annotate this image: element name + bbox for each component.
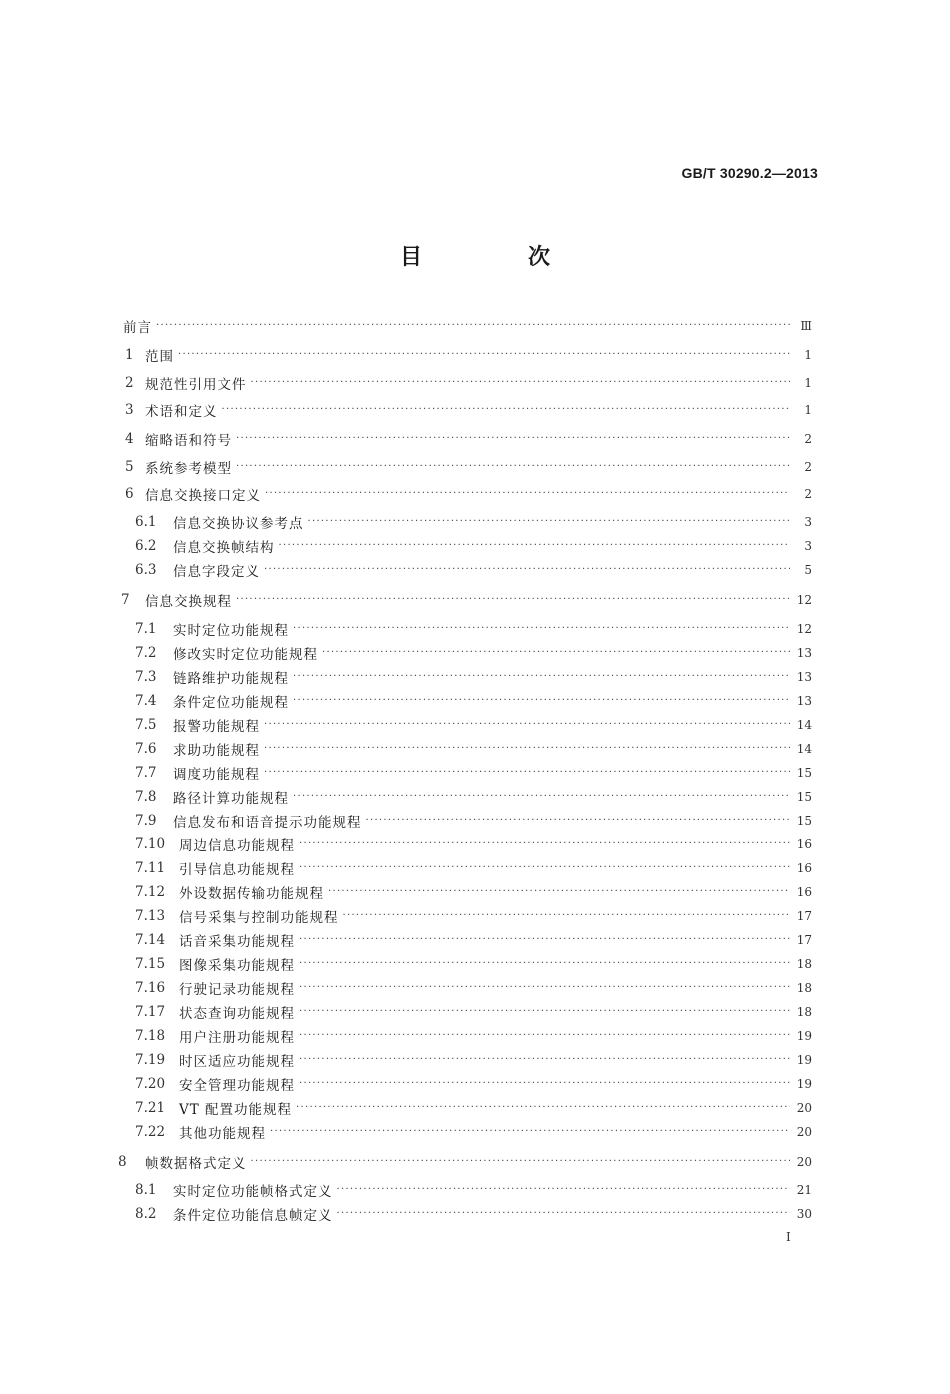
toc-entry[interactable]: [0, 787, 812, 807]
toc-entry-page: 30: [796, 1207, 812, 1221]
toc-dot-leader: [337, 1204, 791, 1224]
toc-entry[interactable]: [0, 906, 812, 926]
toc-entry[interactable]: [0, 1098, 812, 1118]
toc-entry[interactable]: [0, 429, 812, 449]
toc-entry[interactable]: [0, 1204, 812, 1224]
toc-entry-number: 7.2: [135, 645, 157, 661]
toc-entry[interactable]: [0, 930, 812, 950]
toc-dot-leader: [264, 739, 790, 759]
toc-entry[interactable]: [0, 1180, 812, 1200]
toc-entry-label: 信息交换帧结构: [173, 540, 275, 556]
toc-entry-page: 14: [796, 718, 812, 732]
toc-entry-page: 15: [796, 814, 812, 828]
toc-entry-label: 条件定位功能规程: [173, 695, 289, 711]
toc-entry[interactable]: [0, 834, 812, 854]
toc-entry[interactable]: [0, 858, 812, 878]
toc-entry-label: 规范性引用文件: [145, 377, 247, 393]
toc-entry-label: 缩略语和符号: [145, 433, 232, 449]
toc-dot-leader: [251, 373, 791, 393]
toc-entry[interactable]: [0, 1050, 812, 1070]
toc-dot-leader: [236, 590, 790, 610]
toc-dot-leader: [236, 457, 790, 477]
toc-entry-number: 7.19: [135, 1052, 166, 1068]
toc-entry-page: 18: [796, 957, 812, 971]
toc-entry[interactable]: [0, 484, 812, 504]
toc-entry-page: 20: [796, 1125, 812, 1139]
standard-code: GB/T 30290.2—2013: [681, 165, 818, 181]
toc-entry-label: 安全管理功能规程: [179, 1078, 295, 1094]
toc-dot-leader: [343, 906, 791, 926]
toc-entry-number: 3: [125, 402, 134, 418]
toc-dot-leader: [264, 560, 790, 580]
toc-entry-page: 1: [804, 376, 812, 390]
toc-entry-label: 引导信息功能规程: [179, 862, 295, 878]
toc-entry-label: 信号采集与控制功能规程: [179, 910, 339, 926]
toc-dot-leader: [270, 1122, 790, 1142]
toc-entry-number: 7.13: [135, 908, 166, 924]
toc-entry-number: 6.2: [135, 538, 157, 554]
toc-entry-page: 18: [796, 981, 812, 995]
toc-entry-label: 修改实时定位功能规程: [173, 647, 318, 663]
toc-entry-label: 链路维护功能规程: [173, 671, 289, 687]
toc-entry[interactable]: [0, 536, 812, 556]
toc-dot-leader: [299, 930, 790, 950]
toc-entry[interactable]: [0, 619, 812, 639]
toc-entry-label: 用户注册功能规程: [179, 1030, 295, 1046]
toc-entry-label: 外设数据传输功能规程: [179, 886, 324, 902]
toc-entry-page: 13: [796, 646, 812, 660]
toc-dot-leader: [299, 978, 790, 998]
toc-dot-leader: [328, 882, 790, 902]
toc-entry-page: 2: [804, 487, 812, 501]
toc-entry-page: 16: [796, 885, 812, 899]
toc-entry[interactable]: [0, 715, 812, 735]
toc-entry[interactable]: [0, 512, 812, 532]
toc-entry-number: 7.15: [135, 956, 166, 972]
toc-dot-leader: [337, 1180, 791, 1200]
toc-entry-number: 7.4: [135, 693, 157, 709]
toc-entry-page: 20: [796, 1155, 812, 1169]
toc-entry-page: 15: [796, 766, 812, 780]
toc-dot-leader: [265, 484, 790, 504]
toc-dot-leader: [293, 667, 790, 687]
toc-entry[interactable]: [0, 811, 812, 831]
toc-entry-label: 信息字段定义: [173, 564, 260, 580]
toc-entry-label: 其他功能规程: [179, 1126, 266, 1142]
toc-entry-page: 13: [796, 694, 812, 708]
toc-dot-leader: [299, 1050, 790, 1070]
toc-dot-leader: [299, 834, 790, 854]
toc-entry-number: 6: [125, 486, 134, 502]
toc-entry[interactable]: [0, 978, 812, 998]
toc-entry-page: 2: [804, 432, 812, 446]
toc-entry-page: 21: [796, 1183, 812, 1197]
toc-entry-page: 12: [796, 622, 812, 636]
toc-entry-number: 7.18: [135, 1028, 166, 1044]
page-number: I: [786, 1230, 791, 1244]
toc-entry[interactable]: [0, 739, 812, 759]
page-title: 目 次: [399, 245, 592, 270]
toc-entry-page: 12: [796, 593, 812, 607]
toc-entry-number: 1: [125, 347, 134, 363]
toc-entry-number: 7.10: [135, 836, 166, 852]
toc-entry-number: 7.8: [135, 789, 157, 805]
toc-dot-leader: [293, 787, 790, 807]
toc-entry-label: 前言: [123, 320, 152, 336]
toc-entry-label: 术语和定义: [145, 404, 218, 420]
toc-entry-number: 6.1: [135, 514, 157, 530]
toc-entry-number: 7.17: [135, 1004, 166, 1020]
toc-entry-label: 条件定位功能信息帧定义: [173, 1208, 333, 1224]
toc-entry-label: 系统参考模型: [145, 461, 232, 477]
toc-entry-number: 5: [125, 459, 134, 475]
toc-entry-page: 17: [796, 933, 812, 947]
toc-entry-label: 求助功能规程: [173, 743, 260, 759]
toc-dot-leader: [322, 643, 790, 663]
toc-entry-label: 信息交换接口定义: [145, 488, 261, 504]
toc-entry[interactable]: [0, 882, 812, 902]
toc-entry[interactable]: [0, 345, 812, 365]
toc-dot-leader: [222, 400, 791, 420]
toc-entry-page: 1: [804, 348, 812, 362]
toc-dot-leader: [299, 954, 790, 974]
toc-entry-label: 话音采集功能规程: [179, 934, 295, 950]
toc-entry-number: 2: [125, 375, 134, 391]
toc-entry-page: 18: [796, 1005, 812, 1019]
toc-entry-label: 行驶记录功能规程: [179, 982, 295, 998]
toc-entry-label: 信息发布和语音提示功能规程: [173, 815, 362, 831]
toc-entry-number: 7.22: [135, 1124, 166, 1140]
toc-dot-leader: [299, 1074, 790, 1094]
toc-entry-label: 报警功能规程: [173, 719, 260, 735]
toc-entry-label: 路径计算功能规程: [173, 791, 289, 807]
toc-dot-leader: [236, 429, 790, 449]
toc-dot-leader: [264, 715, 790, 735]
toc-entry[interactable]: [0, 1002, 812, 1022]
toc-dot-leader: [293, 691, 790, 711]
toc-entry[interactable]: [0, 1122, 812, 1142]
toc-entry-page: 2: [804, 460, 812, 474]
toc-entry-page: 20: [796, 1101, 812, 1115]
toc-entry-label: VT 配置功能规程: [179, 1102, 293, 1118]
toc-entry-page: 16: [796, 861, 812, 875]
toc-entry-number: 7.7: [135, 765, 157, 781]
toc-dot-leader: [178, 345, 790, 365]
toc-entry[interactable]: [0, 457, 812, 477]
toc-entry-number: 7.20: [135, 1076, 166, 1092]
toc-dot-leader: [366, 811, 791, 831]
toc-entry[interactable]: [0, 316, 812, 336]
toc-entry-page: 3: [804, 539, 812, 553]
toc-entry[interactable]: [0, 667, 812, 687]
toc-dot-leader: [156, 316, 790, 336]
toc-entry[interactable]: [0, 691, 812, 711]
toc-dot-leader: [296, 1098, 790, 1118]
toc-entry-label: 周边信息功能规程: [179, 838, 295, 854]
toc-entry-label: 帧数据格式定义: [145, 1156, 247, 1172]
toc-entry-number: 4: [125, 431, 134, 447]
toc-entry-number: 7.5: [135, 717, 157, 733]
toc-entry[interactable]: [0, 954, 812, 974]
toc-entry-page: 1: [804, 403, 812, 417]
toc-entry-page: 15: [796, 790, 812, 804]
toc-entry-page: 14: [796, 742, 812, 756]
toc-entry-label: 信息交换规程: [145, 594, 232, 610]
toc-entry[interactable]: [0, 763, 812, 783]
toc-entry[interactable]: [0, 560, 812, 580]
toc-entry-label: 范围: [145, 349, 174, 365]
toc-entry[interactable]: [0, 1026, 812, 1046]
toc-entry-number: 7.14: [135, 932, 166, 948]
toc-entry-number: 8.1: [135, 1182, 157, 1198]
toc-entry[interactable]: [0, 373, 812, 393]
toc-entry-page: 3: [804, 515, 812, 529]
toc-entry-number: 7.3: [135, 669, 157, 685]
toc-entry-number: 7.16: [135, 980, 166, 996]
toc-entry-number: 7.12: [135, 884, 166, 900]
toc-dot-leader: [299, 1002, 790, 1022]
toc-entry-label: 信息交换协议参考点: [173, 516, 304, 532]
toc-entry[interactable]: [0, 643, 812, 663]
toc-entry-page: 13: [796, 670, 812, 684]
toc-entry-label: 状态查询功能规程: [179, 1006, 295, 1022]
toc-entry-number: 7.1: [135, 621, 157, 637]
toc-entry-page: 19: [796, 1029, 812, 1043]
toc-entry-label: 实时定位功能帧格式定义: [173, 1184, 333, 1200]
toc-dot-leader: [308, 512, 791, 532]
toc-dot-leader: [251, 1152, 791, 1172]
toc-entry-label: 图像采集功能规程: [179, 958, 295, 974]
toc-entry-page: 5: [804, 563, 812, 577]
toc-entry-label: 调度功能规程: [173, 767, 260, 783]
toc-entry-number: 7.11: [135, 860, 166, 876]
toc-dot-leader: [264, 763, 790, 783]
toc-dot-leader: [299, 858, 790, 878]
toc-entry-page: 16: [796, 837, 812, 851]
toc-dot-leader: [293, 619, 790, 639]
toc-entry-number: 7.21: [135, 1100, 166, 1116]
toc-entry[interactable]: [0, 1074, 812, 1094]
toc-entry-page: 17: [796, 909, 812, 923]
toc-entry-page: 19: [796, 1053, 812, 1067]
toc-entry-number: 7.6: [135, 741, 157, 757]
toc-dot-leader: [279, 536, 791, 556]
toc-dot-leader: [299, 1026, 790, 1046]
toc-entry-number: 7.9: [135, 813, 157, 829]
toc-entry[interactable]: [0, 590, 812, 610]
toc-entry-number: 8.2: [135, 1206, 157, 1222]
toc-entry-page: 19: [796, 1077, 812, 1091]
toc-entry-number: 8: [118, 1154, 127, 1170]
toc-entry-number: 7: [121, 592, 130, 608]
toc-entry-label: 实时定位功能规程: [173, 623, 289, 639]
toc-entry-number: 6.3: [135, 562, 157, 578]
toc-entry[interactable]: [0, 1152, 812, 1172]
toc-entry[interactable]: [0, 400, 812, 420]
toc-entry-page: Ⅲ: [800, 319, 812, 333]
toc-entry-label: 时区适应功能规程: [179, 1054, 295, 1070]
